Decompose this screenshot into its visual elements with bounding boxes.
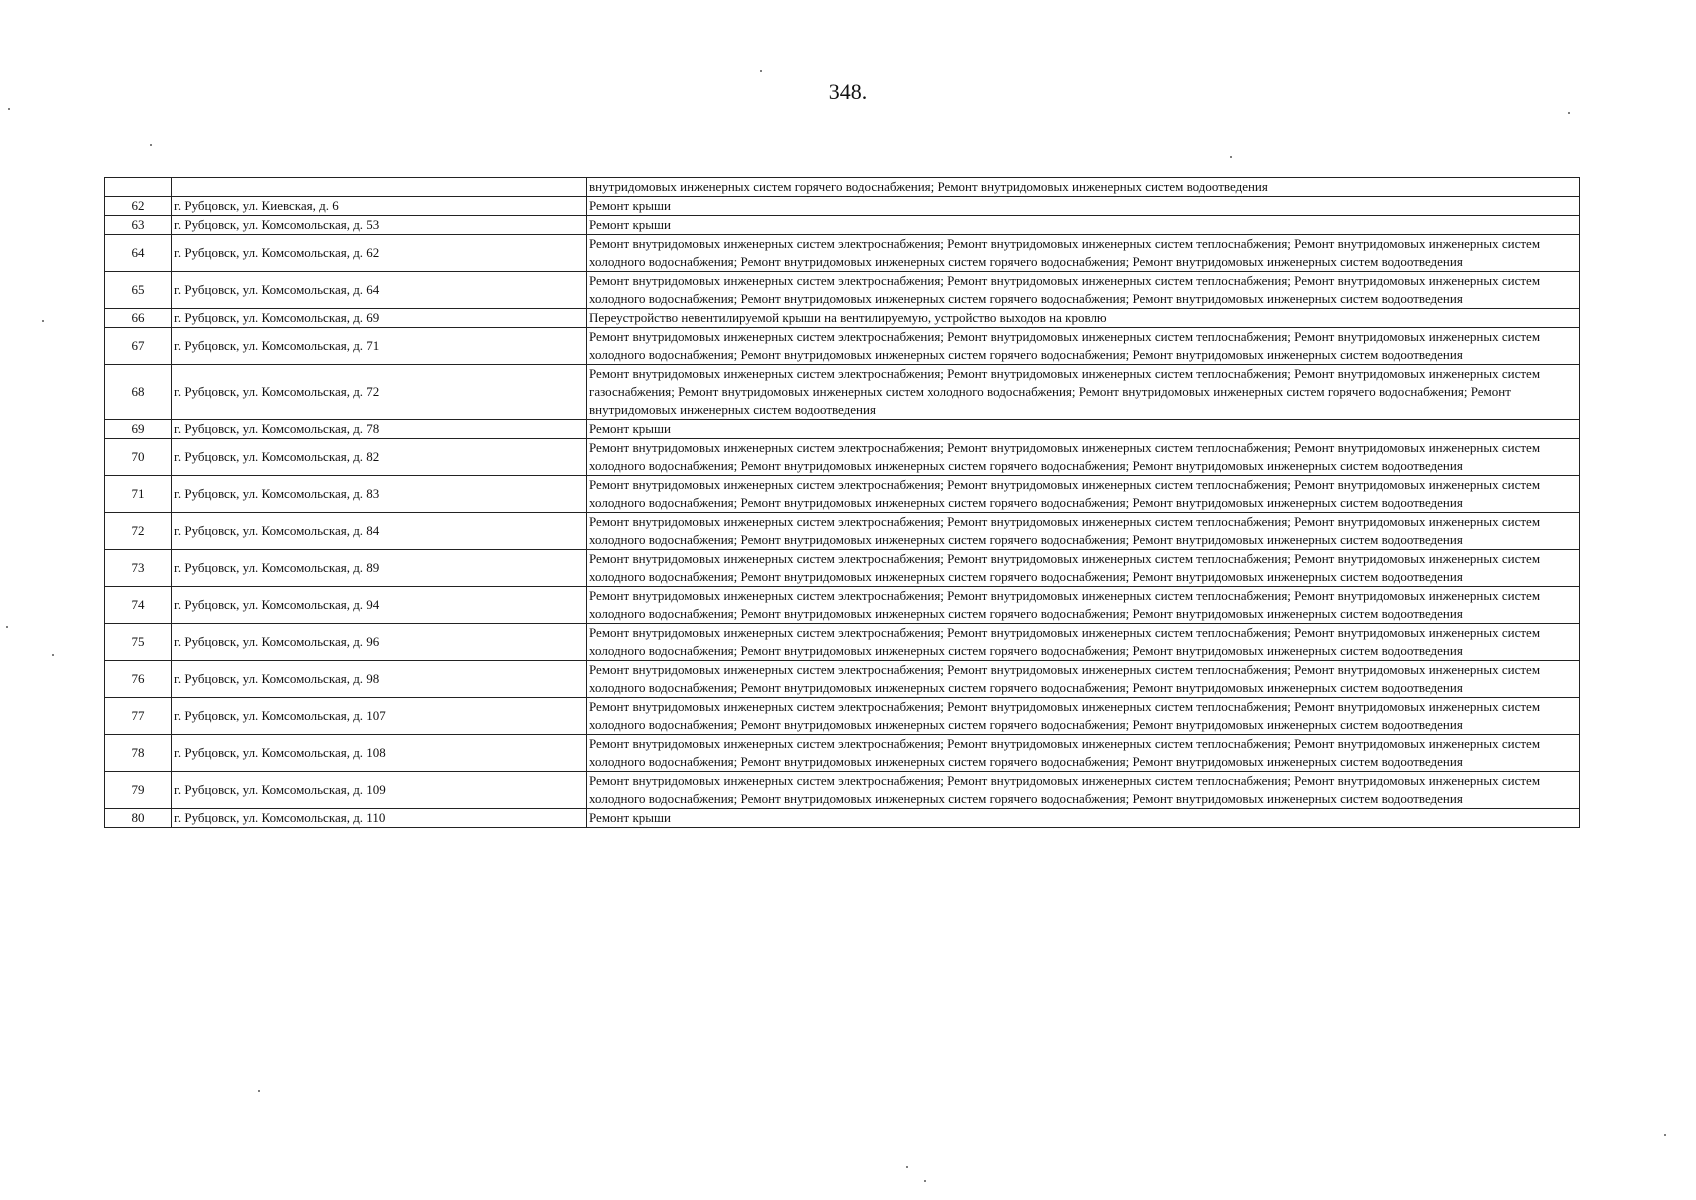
scan-speck [52,654,54,656]
page-number: 348. [828,79,868,104]
row-number: 77 [105,698,172,735]
scan-speck [1664,1134,1666,1136]
row-works: Ремонт внутридомовых инженерных систем электроснабжения; Ремонт внутридомовых инженерных систем теплоснабжения; Ремонт внутридомовых инженерных систем холодного водоснабжения; Ремонт внутридомовых инженерных систем горячего водоснабжения; Ремонт внутридомовых инженерных систем водоотведения [587,328,1580,365]
row-address: г. Рубцовск, ул. Комсомольская, д. 64 [172,272,587,309]
scan-speck [1230,156,1232,158]
scan-speck [8,108,10,110]
table-row [105,178,1580,197]
table-row [105,235,1580,272]
row-works: Ремонт внутридомовых инженерных систем электроснабжения; Ремонт внутридомовых инженерных систем теплоснабжения; Ремонт внутридомовых инженерных систем холодного водоснабжения; Ремонт внутридомовых инженерных систем горячего водоснабжения; Ремонт внутридомовых инженерных систем водоотведения [587,735,1580,772]
row-number: 73 [105,550,172,587]
row-number: 72 [105,513,172,550]
row-works: Ремонт внутридомовых инженерных систем электроснабжения; Ремонт внутридомовых инженерных систем теплоснабжения; Ремонт внутридомовых инженерных систем холодного водоснабжения; Ремонт внутридомовых инженерных систем горячего водоснабжения; Ремонт внутридомовых инженерных систем водоотведения [587,550,1580,587]
table-row [105,197,1580,216]
row-address: г. Рубцовск, ул. Комсомольская, д. 82 [172,439,587,476]
scan-speck [906,1166,908,1168]
scan-speck [258,1090,260,1092]
row-address: г. Рубцовск, ул. Комсомольская, д. 110 [172,809,587,828]
table-row [105,698,1580,735]
table-row [105,420,1580,439]
row-works: Ремонт крыши [587,420,1580,439]
row-works: Ремонт внутридомовых инженерных систем электроснабжения; Ремонт внутридомовых инженерных систем теплоснабжения; Ремонт внутридомовых инженерных систем холодного водоснабжения; Ремонт внутридомовых инженерных систем горячего водоснабжения; Ремонт внутридомовых инженерных систем водоотведения [587,272,1580,309]
row-number: 64 [105,235,172,272]
row-address: г. Рубцовск, ул. Комсомольская, д. 96 [172,624,587,661]
row-number: 75 [105,624,172,661]
table-row [105,216,1580,235]
table-row [105,772,1580,809]
row-number: 76 [105,661,172,698]
row-works: внутридомовых инженерных систем горячего водоснабжения; Ремонт внутридомовых инженерных систем водоотведения [587,178,1580,197]
scan-speck [924,1180,926,1182]
row-number: 62 [105,197,172,216]
table-row [105,309,1580,328]
row-works: Ремонт внутридомовых инженерных систем электроснабжения; Ремонт внутридомовых инженерных систем теплоснабжения; Ремонт внутридомовых инженерных систем холодного водоснабжения; Ремонт внутридомовых инженерных систем горячего водоснабжения; Ремонт внутридомовых инженерных систем водоотведения [587,439,1580,476]
row-address: г. Рубцовск, ул. Комсомольская, д. 69 [172,309,587,328]
scan-speck [42,320,44,322]
row-number [105,178,172,197]
table-row [105,513,1580,550]
row-address: г. Рубцовск, ул. Комсомольская, д. 89 [172,550,587,587]
row-number: 66 [105,309,172,328]
row-address: г. Рубцовск, ул. Комсомольская, д. 78 [172,420,587,439]
row-number: 80 [105,809,172,828]
row-number: 78 [105,735,172,772]
row-works: Ремонт внутридомовых инженерных систем электроснабжения; Ремонт внутридомовых инженерных систем теплоснабжения; Ремонт внутридомовых инженерных систем холодного водоснабжения; Ремонт внутридомовых инженерных систем горячего водоснабжения; Ремонт внутридомовых инженерных систем водоотведения [587,513,1580,550]
row-address: г. Рубцовск, ул. Комсомольская, д. 109 [172,772,587,809]
table-row [105,735,1580,772]
row-works: Ремонт внутридомовых инженерных систем электроснабжения; Ремонт внутридомовых инженерных систем теплоснабжения; Ремонт внутридомовых инженерных систем холодного водоснабжения; Ремонт внутридомовых инженерных систем горячего водоснабжения; Ремонт внутридомовых инженерных систем водоотведения [587,698,1580,735]
row-address: г. Рубцовск, ул. Киевская, д. 6 [172,197,587,216]
row-address: г. Рубцовск, ул. Комсомольская, д. 71 [172,328,587,365]
row-number: 71 [105,476,172,513]
works-table [104,177,1580,828]
row-address: г. Рубцовск, ул. Комсомольская, д. 72 [172,365,587,420]
row-address: г. Рубцовск, ул. Комсомольская, д. 98 [172,661,587,698]
row-address: г. Рубцовск, ул. Комсомольская, д. 62 [172,235,587,272]
table-row [105,550,1580,587]
table-row [105,476,1580,513]
row-address: г. Рубцовск, ул. Комсомольская, д. 94 [172,587,587,624]
row-address: г. Рубцовск, ул. Комсомольская, д. 53 [172,216,587,235]
table-row [105,272,1580,309]
table-row [105,439,1580,476]
row-number: 74 [105,587,172,624]
row-number: 67 [105,328,172,365]
row-works: Ремонт внутридомовых инженерных систем электроснабжения; Ремонт внутридомовых инженерных систем теплоснабжения; Ремонт внутридомовых инженерных систем холодного водоснабжения; Ремонт внутридомовых инженерных систем горячего водоснабжения; Ремонт внутридомовых инженерных систем водоотведения [587,476,1580,513]
row-address [172,178,587,197]
row-address: г. Рубцовск, ул. Комсомольская, д. 83 [172,476,587,513]
row-works: Ремонт крыши [587,809,1580,828]
row-number: 69 [105,420,172,439]
row-number: 79 [105,772,172,809]
row-address: г. Рубцовск, ул. Комсомольская, д. 108 [172,735,587,772]
row-works: Ремонт внутридомовых инженерных систем электроснабжения; Ремонт внутридомовых инженерных систем теплоснабжения; Ремонт внутридомовых инженерных систем газоснабжения; Ремонт внутридомовых инженерных систем холодного водоснабжения; Ремонт внутридомовых инженерных систем горячего водоснабжения; Ремонт внутридомовых инженерных систем водоотведения [587,365,1580,420]
row-address: г. Рубцовск, ул. Комсомольская, д. 84 [172,513,587,550]
table-row [105,809,1580,828]
row-number: 65 [105,272,172,309]
row-works: Ремонт крыши [587,197,1580,216]
row-works: Ремонт внутридомовых инженерных систем электроснабжения; Ремонт внутридомовых инженерных систем теплоснабжения; Ремонт внутридомовых инженерных систем холодного водоснабжения; Ремонт внутридомовых инженерных систем горячего водоснабжения; Ремонт внутридомовых инженерных систем водоотведения [587,235,1580,272]
row-number: 63 [105,216,172,235]
row-works: Переустройство невентилируемой крыши на вентилируемую, устройство выходов на кровлю [587,309,1580,328]
scan-speck [6,626,8,628]
row-works: Ремонт внутридомовых инженерных систем электроснабжения; Ремонт внутридомовых инженерных систем теплоснабжения; Ремонт внутридомовых инженерных систем холодного водоснабжения; Ремонт внутридомовых инженерных систем горячего водоснабжения; Ремонт внутридомовых инженерных систем водоотведения [587,772,1580,809]
row-works: Ремонт внутридомовых инженерных систем электроснабжения; Ремонт внутридомовых инженерных систем теплоснабжения; Ремонт внутридомовых инженерных систем холодного водоснабжения; Ремонт внутридомовых инженерных систем горячего водоснабжения; Ремонт внутридомовых инженерных систем водоотведения [587,624,1580,661]
scan-speck [1568,112,1570,114]
row-number: 68 [105,365,172,420]
row-works: Ремонт внутридомовых инженерных систем электроснабжения; Ремонт внутридомовых инженерных систем теплоснабжения; Ремонт внутридомовых инженерных систем холодного водоснабжения; Ремонт внутридомовых инженерных систем горячего водоснабжения; Ремонт внутридомовых инженерных систем водоотведения [587,661,1580,698]
row-works: Ремонт крыши [587,216,1580,235]
table-row [105,587,1580,624]
table-row [105,365,1580,420]
row-address: г. Рубцовск, ул. Комсомольская, д. 107 [172,698,587,735]
table-row [105,661,1580,698]
row-number: 70 [105,439,172,476]
row-works: Ремонт внутридомовых инженерных систем электроснабжения; Ремонт внутридомовых инженерных систем теплоснабжения; Ремонт внутридомовых инженерных систем холодного водоснабжения; Ремонт внутридомовых инженерных систем горячего водоснабжения; Ремонт внутридомовых инженерных систем водоотведения [587,587,1580,624]
scan-speck [760,70,762,72]
table-row [105,328,1580,365]
table-row [105,624,1580,661]
scan-speck [150,144,152,146]
